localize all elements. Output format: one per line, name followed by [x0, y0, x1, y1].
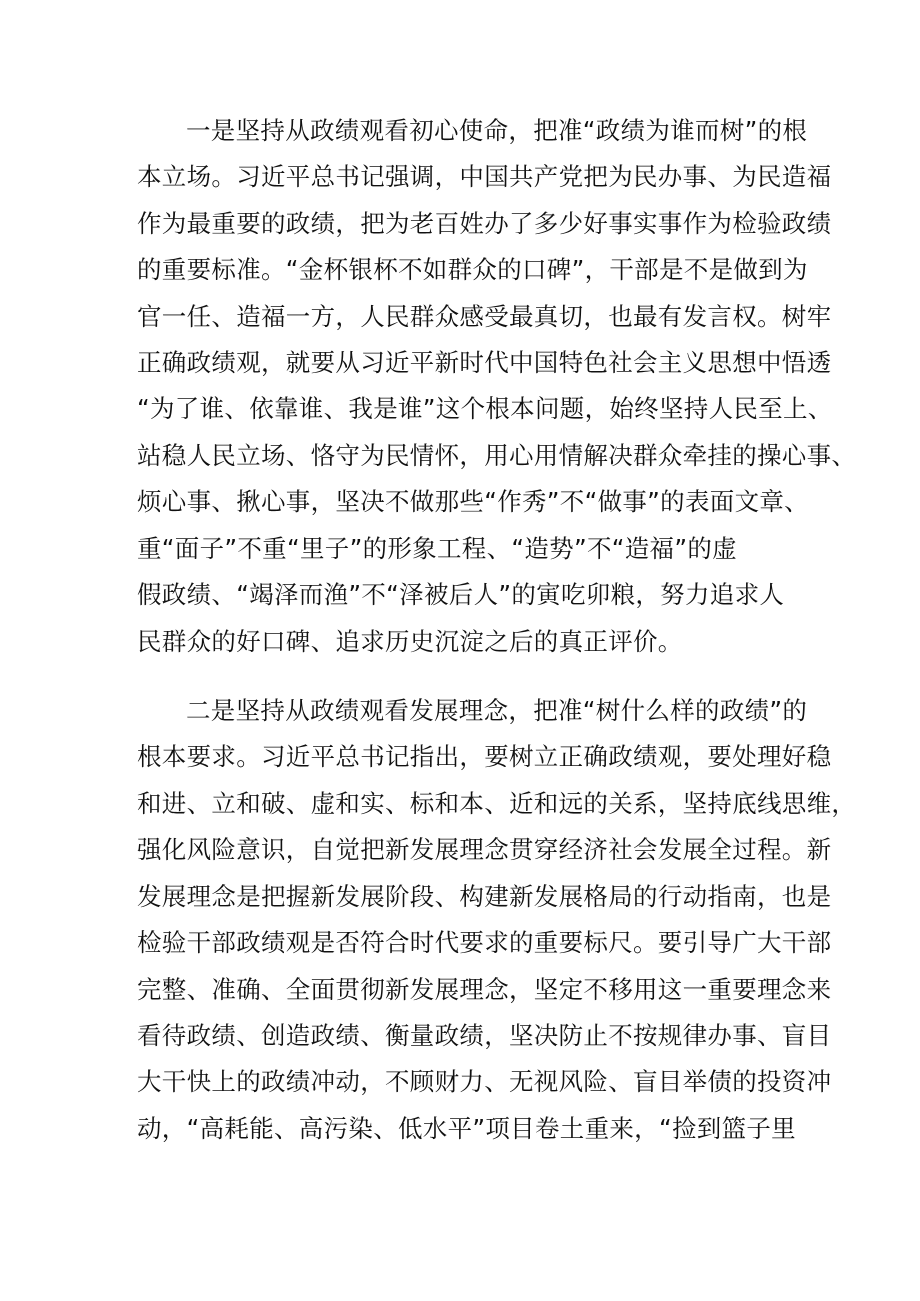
paragraph-1-line-4: 的重要标准。“金杯银杯不如群众的口碑”，干部是不是做到为 — [137, 255, 808, 284]
paragraph-1-line-12: 民群众的好口碑、追求历史沉淀之后的真正评价。 — [137, 627, 683, 656]
paragraph-1-line-9: 烦心事、揪心事，坚决不做那些“作秀”不“做事”的表面文章、 — [137, 487, 809, 516]
paragraph-2-line-4: 强化风险意识，自觉把新发展理念贯穿经济社会发展全过程。新 — [137, 835, 832, 864]
paragraph-1-line-3: 作为最重要的政绩，把为老百姓办了多少好事实事作为检验政绩 — [137, 209, 832, 238]
paragraph-1-line-1: 一是坚持从政绩观看初心使命，把准“政绩为谁而树”的根 — [186, 116, 808, 145]
paragraph-1-line-8: 站稳人民立场、恪守为民情怀，用心用情解决群众牵挂的操心事、 — [137, 441, 857, 470]
paragraph-2-line-5: 发展理念是把握新发展阶段、构建新发展格局的行动指南，也是 — [137, 882, 832, 911]
paragraph-1-line-10: 重“面子”不重“里子”的形象工程、“造势”不“造福”的虚 — [137, 534, 737, 563]
paragraph-2-line-9: 大干快上的政绩冲动，不顾财力、无视风险、盲目举债的投资冲 — [137, 1067, 832, 1096]
paragraph-2-line-7: 完整、准确、全面贯彻新发展理念，坚定不移用这一重要理念来 — [137, 975, 832, 1004]
paragraph-2-line-10: 动，“高耗能、高污染、低水平”项目卷土重来，“捡到篮子里 — [137, 1114, 796, 1143]
paragraph-1-line-6: 正确政绩观，就要从习近平新时代中国特色社会主义思想中悟透 — [137, 348, 832, 377]
paragraph-2-line-8: 看待政绩、创造政绩、衡量政绩，坚决防止不按规律办事、盲目 — [137, 1021, 832, 1050]
paragraph-1-line-7: “为了谁、依靠谁、我是谁”这个根本问题，始终坚持人民至上、 — [137, 394, 833, 423]
paragraph-2-line-3: 和进、立和破、虚和实、标和本、近和远的关系，坚持底线思维， — [137, 789, 857, 818]
paragraph-1-line-5: 官一任、造福一方，人民群众感受最真切，也最有发言权。树牢 — [137, 302, 832, 331]
paragraph-1-line-11: 假政绩、“竭泽而渔”不“泽被后人”的寅吃卯粮，努力追求人 — [137, 580, 785, 609]
paragraph-2-line-6: 检验干部政绩观是否符合时代要求的重要标尺。要引导广大干部 — [137, 928, 832, 957]
paragraph-2-line-2: 根本要求。习近平总书记指出，要树立正确政绩观，要处理好稳 — [137, 742, 832, 771]
paragraph-1-line-2: 本立场。习近平总书记强调，中国共产党把为民办事、为民造福 — [137, 162, 832, 191]
paragraph-2-line-1: 二是坚持从政绩观看发展理念，把准“树什么样的政绩”的 — [186, 696, 808, 725]
